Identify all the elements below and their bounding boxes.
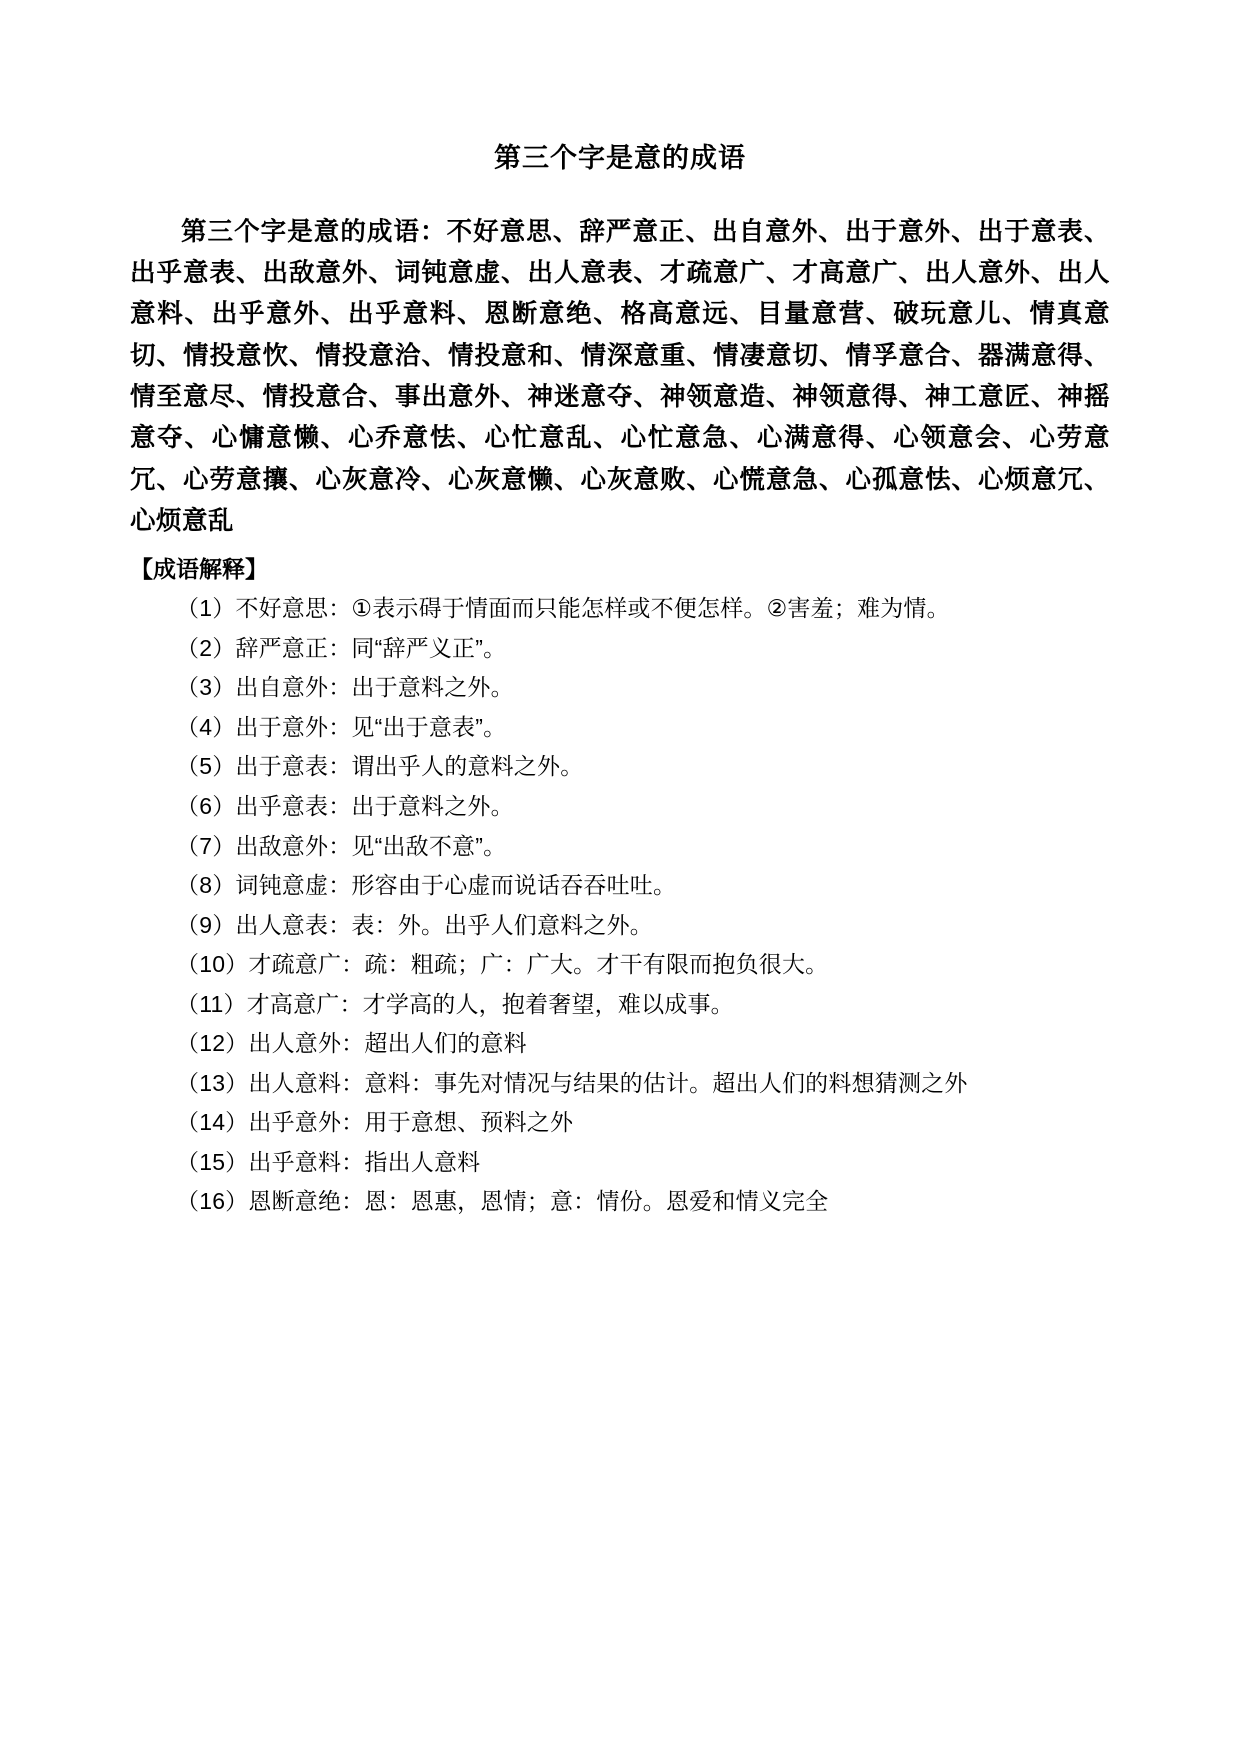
definition-item: （16）恩断意绝：恩：恩惠，恩情；意：情份。恩爱和情义完全 <box>176 1188 829 1215</box>
definition-item: （14）出乎意外：用于意想、预料之外 <box>176 1109 574 1136</box>
definition-item: （5）出于意表：谓出乎人的意料之外。 <box>176 753 584 780</box>
explanation-heading: 【成语解释】 <box>130 556 268 583</box>
definition-item: （2）辞严意正：同“辞严义正”。 <box>176 634 507 661</box>
definition-item: （15）出乎意料：指出人意料 <box>176 1148 481 1175</box>
definition-item: （8）词钝意虚：形容由于心虚而说话吞吞吐吐。 <box>176 872 677 899</box>
idiom-list-paragraph: 第三个字是意的成语：不好意思、辞严意正、出自意外、出于意外、出于意表、出乎意表、出敌意外、词钝意虚、出人意表、才疏意广、才高意广、出人意外、出人意料、出乎意外、出乎意料、恩断意绝、格高意远、目量意营、破玩意儿、情真意切、情投意忺、情投意洽、情投意和、情深意重、情凄意切、情孚意合、器满意得、情至意尽、情投意合、事出意外、神迷意夺、神领意造、神领意得、神工意匠、神摇意夺、心慵意懒、心乔意怯、心忙意乱、心忙意急、心满意得、心领意会、心劳意冗、心劳意攘、心灰意冷、心灰意懒、心灰意败、心慌意急、心孤意怯、心烦意冗、心烦意乱 <box>130 217 1110 535</box>
definition-item: （1）不好意思：①表示碍于情面而只能怎样或不便怎样。②害羞；难为情。 <box>176 595 950 622</box>
definition-item: （10）才疏意广：疏：粗疏；广：广大。才干有限而抱负很大。 <box>176 951 829 978</box>
definition-item: （9）出人意表：表：外。出乎人们意料之外。 <box>176 911 653 938</box>
definition-item: （7）出敌意外：见“出敌不意”。 <box>176 832 507 859</box>
definition-item: （3）出自意外：出于意料之外。 <box>176 674 514 701</box>
definition-item: （13）出人意料：意料：事先对情况与结果的估计。超出人们的料想猜测之外 <box>176 1069 968 1096</box>
definition-item: （12）出人意外：超出人们的意料 <box>176 1030 527 1057</box>
definition-item: （6）出乎意表：出于意料之外。 <box>176 793 514 819</box>
definition-item: （11）才高意广：才学高的人，抱着奢望，难以成事。 <box>176 990 734 1017</box>
definition-item: （4）出于意外：见“出于意表”。 <box>176 713 507 740</box>
page-title: 第三个字是意的成语 <box>494 143 746 173</box>
definition-list <box>130 589 1110 1222</box>
